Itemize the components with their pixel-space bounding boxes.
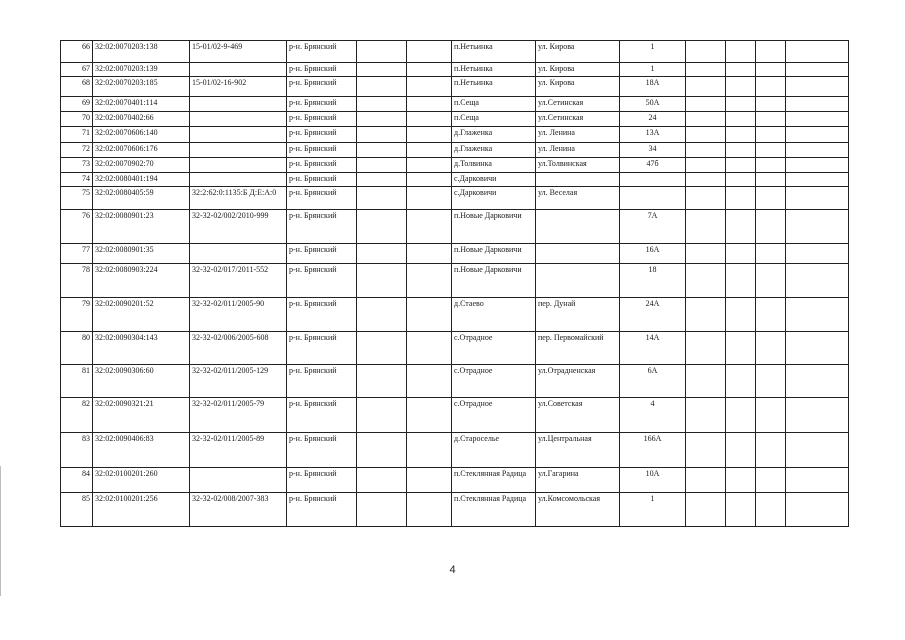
empty-cell — [756, 63, 786, 77]
street — [536, 173, 620, 187]
empty-cell — [726, 187, 756, 210]
empty-cell — [726, 63, 756, 77]
registration-number: 15-01/02-9-469 — [190, 41, 287, 63]
street: ул.Гагарина — [536, 468, 620, 493]
district: р-н. Брянский — [287, 298, 357, 332]
row-number: 66 — [61, 41, 93, 63]
empty-cell — [407, 398, 452, 433]
empty-cell — [726, 433, 756, 468]
row-number: 78 — [61, 264, 93, 298]
registration-number — [190, 158, 287, 173]
empty-cell — [686, 264, 726, 298]
settlement: с.Отрадное — [452, 332, 536, 365]
empty-cell — [726, 468, 756, 493]
cadastral-number: 32:02:0080901:35 — [93, 244, 190, 264]
cadastral-number: 32:02:0070606:140 — [93, 127, 190, 143]
empty-cell — [357, 173, 407, 187]
empty-cell — [726, 264, 756, 298]
empty-cell — [756, 244, 786, 264]
cadastral-number: 32:02:0090306:60 — [93, 365, 190, 398]
table-row — [61, 493, 849, 527]
settlement: д.Глаженка — [452, 143, 536, 158]
empty-cell — [357, 112, 407, 127]
house-number: 1 — [620, 63, 686, 77]
registration-number: 32-32-02/002/2010-999 — [190, 210, 287, 244]
empty-cell — [726, 173, 756, 187]
district: р-н. Брянский — [287, 468, 357, 493]
empty-cell — [786, 264, 849, 298]
empty-cell — [786, 127, 849, 143]
table-row — [61, 143, 849, 158]
settlement: п.Сеща — [452, 97, 536, 112]
street: ул.Отрадненская — [536, 365, 620, 398]
district: р-н. Брянский — [287, 433, 357, 468]
cadastral-number: 32:02:0090201:52 — [93, 298, 190, 332]
empty-cell — [686, 187, 726, 210]
empty-cell — [357, 158, 407, 173]
empty-cell — [726, 493, 756, 527]
street: ул. Кирова — [536, 63, 620, 77]
empty-cell — [357, 493, 407, 527]
cadastral-number: 32:02:0070203:185 — [93, 77, 190, 97]
empty-cell — [407, 244, 452, 264]
empty-cell — [686, 63, 726, 77]
street: ул.Центральная — [536, 433, 620, 468]
street — [536, 210, 620, 244]
table-row — [61, 127, 849, 143]
table-row — [61, 97, 849, 112]
table-row — [61, 112, 849, 127]
table-row — [61, 210, 849, 244]
house-number: 16А — [620, 244, 686, 264]
registration-number: 32-32-02/017/2011-552 — [190, 264, 287, 298]
settlement: п.Новые Дарковичи — [452, 210, 536, 244]
row-number: 69 — [61, 97, 93, 112]
empty-cell — [726, 398, 756, 433]
cadastral-number: 32:02:0070203:138 — [93, 41, 190, 63]
house-number: 18А — [620, 77, 686, 97]
cadastral-number: 32:02:0070203:139 — [93, 63, 190, 77]
empty-cell — [756, 77, 786, 97]
settlement: п.Нетьинка — [452, 41, 536, 63]
district: р-н. Брянский — [287, 97, 357, 112]
street: ул. Ленина — [536, 127, 620, 143]
registration-number — [190, 173, 287, 187]
empty-cell — [726, 77, 756, 97]
registration-number: 32-32-02/011/2005-129 — [190, 365, 287, 398]
street: ул. Ленина — [536, 143, 620, 158]
empty-cell — [357, 143, 407, 158]
district: р-н. Брянский — [287, 173, 357, 187]
table-row — [61, 173, 849, 187]
empty-cell — [726, 127, 756, 143]
empty-cell — [686, 127, 726, 143]
empty-cell — [726, 97, 756, 112]
row-number: 74 — [61, 173, 93, 187]
row-number: 83 — [61, 433, 93, 468]
empty-cell — [786, 143, 849, 158]
cadastral-number: 32:02:0080401:194 — [93, 173, 190, 187]
registration-number: 32-32-02/011/2005-89 — [190, 433, 287, 468]
registration-number: 32:2:62:0:1135:Б Д:Е:А:0 — [190, 187, 287, 210]
house-number — [620, 173, 686, 187]
row-number: 82 — [61, 398, 93, 433]
district: р-н. Брянский — [287, 41, 357, 63]
empty-cell — [686, 332, 726, 365]
empty-cell — [407, 77, 452, 97]
empty-cell — [786, 41, 849, 63]
empty-cell — [407, 332, 452, 365]
empty-cell — [756, 493, 786, 527]
row-number: 72 — [61, 143, 93, 158]
empty-cell — [407, 493, 452, 527]
street — [536, 244, 620, 264]
settlement: с.Дарковичи — [452, 173, 536, 187]
district: р-н. Брянский — [287, 398, 357, 433]
district: р-н. Брянский — [287, 158, 357, 173]
street: ул.Сетинская — [536, 97, 620, 112]
settlement: д.Толвинка — [452, 158, 536, 173]
empty-cell — [686, 158, 726, 173]
empty-cell — [686, 97, 726, 112]
empty-cell — [756, 187, 786, 210]
table-row — [61, 332, 849, 365]
empty-cell — [756, 173, 786, 187]
empty-cell — [756, 112, 786, 127]
empty-cell — [407, 298, 452, 332]
empty-cell — [726, 41, 756, 63]
empty-cell — [357, 332, 407, 365]
empty-cell — [407, 158, 452, 173]
house-number: 14А — [620, 332, 686, 365]
settlement: с.Дарковичи — [452, 187, 536, 210]
empty-cell — [786, 77, 849, 97]
empty-cell — [756, 298, 786, 332]
empty-cell — [686, 143, 726, 158]
empty-cell — [726, 298, 756, 332]
empty-cell — [786, 433, 849, 468]
settlement: д.Стаево — [452, 298, 536, 332]
street: ул. Веселая — [536, 187, 620, 210]
row-number: 71 — [61, 127, 93, 143]
table-row — [61, 398, 849, 433]
empty-cell — [786, 468, 849, 493]
page-number: 4 — [449, 564, 456, 576]
house-number: 6А — [620, 365, 686, 398]
cadastral-number: 32:02:0090406:83 — [93, 433, 190, 468]
table-row — [61, 244, 849, 264]
empty-cell — [756, 143, 786, 158]
empty-cell — [726, 143, 756, 158]
district: р-н. Брянский — [287, 77, 357, 97]
row-number: 84 — [61, 468, 93, 493]
registration-number — [190, 112, 287, 127]
empty-cell — [407, 187, 452, 210]
empty-cell — [726, 210, 756, 244]
registration-number: 15-01/02-16-902 — [190, 77, 287, 97]
empty-cell — [357, 365, 407, 398]
empty-cell — [357, 298, 407, 332]
table-row — [61, 264, 849, 298]
registration-number — [190, 63, 287, 77]
house-number: 13А — [620, 127, 686, 143]
row-number: 68 — [61, 77, 93, 97]
house-number: 34 — [620, 143, 686, 158]
empty-cell — [357, 398, 407, 433]
empty-cell — [756, 127, 786, 143]
empty-cell — [686, 112, 726, 127]
registration-number: 32-32-02/011/2005-79 — [190, 398, 287, 433]
registration-number: 32-32-02/011/2005-90 — [190, 298, 287, 332]
empty-cell — [357, 97, 407, 112]
empty-cell — [686, 244, 726, 264]
house-number: 24 — [620, 112, 686, 127]
empty-cell — [357, 433, 407, 468]
empty-cell — [407, 112, 452, 127]
district: р-н. Брянский — [287, 143, 357, 158]
empty-cell — [786, 398, 849, 433]
cadastral-number: 32:02:0080903:224 — [93, 264, 190, 298]
empty-cell — [756, 264, 786, 298]
street: ул.Толвинская — [536, 158, 620, 173]
house-number: 47б — [620, 158, 686, 173]
settlement: с.Отрадное — [452, 365, 536, 398]
row-number: 75 — [61, 187, 93, 210]
empty-cell — [686, 365, 726, 398]
empty-cell — [756, 158, 786, 173]
cadastral-number: 32:02:0070606:176 — [93, 143, 190, 158]
empty-cell — [357, 187, 407, 210]
settlement: п.Стеклянная Радица — [452, 493, 536, 527]
street — [536, 264, 620, 298]
table-row — [61, 365, 849, 398]
empty-cell — [726, 365, 756, 398]
row-number: 81 — [61, 365, 93, 398]
empty-cell — [786, 112, 849, 127]
empty-cell — [786, 332, 849, 365]
table-row — [61, 468, 849, 493]
empty-cell — [407, 433, 452, 468]
empty-cell — [407, 173, 452, 187]
empty-cell — [686, 173, 726, 187]
property-register-table — [60, 40, 849, 527]
district: р-н. Брянский — [287, 264, 357, 298]
empty-cell — [786, 244, 849, 264]
empty-cell — [686, 493, 726, 527]
registration-number — [190, 244, 287, 264]
empty-cell — [407, 264, 452, 298]
empty-cell — [756, 365, 786, 398]
district: р-н. Брянский — [287, 63, 357, 77]
empty-cell — [786, 493, 849, 527]
empty-cell — [407, 127, 452, 143]
cadastral-number: 32:02:0070902:70 — [93, 158, 190, 173]
empty-cell — [786, 365, 849, 398]
table-row — [61, 41, 849, 63]
empty-cell — [357, 127, 407, 143]
empty-cell — [786, 63, 849, 77]
street: ул. Кирова — [536, 77, 620, 97]
empty-cell — [407, 41, 452, 63]
district: р-н. Брянский — [287, 127, 357, 143]
cadastral-number: 32:02:0090321:21 — [93, 398, 190, 433]
registration-number — [190, 468, 287, 493]
district: р-н. Брянский — [287, 365, 357, 398]
district: р-н. Брянский — [287, 112, 357, 127]
empty-cell — [686, 433, 726, 468]
row-number: 76 — [61, 210, 93, 244]
empty-cell — [786, 298, 849, 332]
empty-cell — [756, 398, 786, 433]
registration-number: 32-32-02/006/2005-608 — [190, 332, 287, 365]
empty-cell — [407, 210, 452, 244]
settlement: п.Новые Дарковичи — [452, 244, 536, 264]
row-number: 80 — [61, 332, 93, 365]
empty-cell — [756, 433, 786, 468]
settlement: с.Отрадное — [452, 398, 536, 433]
house-number — [620, 187, 686, 210]
cadastral-number: 32:02:0100201:256 — [93, 493, 190, 527]
empty-cell — [726, 112, 756, 127]
table-row — [61, 77, 849, 97]
empty-cell — [407, 97, 452, 112]
house-number: 1 — [620, 41, 686, 63]
registration-number — [190, 97, 287, 112]
registration-number — [190, 143, 287, 158]
empty-cell — [786, 187, 849, 210]
table-row — [61, 158, 849, 173]
house-number: 50А — [620, 97, 686, 112]
district: р-н. Брянский — [287, 332, 357, 365]
empty-cell — [756, 332, 786, 365]
street: ул. Кирова — [536, 41, 620, 63]
empty-cell — [756, 468, 786, 493]
empty-cell — [357, 210, 407, 244]
street: пер. Первомайский — [536, 332, 620, 365]
house-number: 24А — [620, 298, 686, 332]
row-number: 73 — [61, 158, 93, 173]
district: р-н. Брянский — [287, 244, 357, 264]
table-row — [61, 187, 849, 210]
empty-cell — [357, 244, 407, 264]
empty-cell — [726, 244, 756, 264]
empty-cell — [407, 365, 452, 398]
street: ул.Сетинская — [536, 112, 620, 127]
empty-cell — [756, 41, 786, 63]
street: ул.Комсомольская — [536, 493, 620, 527]
table-row — [61, 433, 849, 468]
settlement: п.Стеклянная Радица — [452, 468, 536, 493]
district: р-н. Брянский — [287, 187, 357, 210]
empty-cell — [357, 63, 407, 77]
empty-cell — [686, 210, 726, 244]
cadastral-number: 32:02:0070401:114 — [93, 97, 190, 112]
empty-cell — [686, 468, 726, 493]
house-number: 7А — [620, 210, 686, 244]
cadastral-number: 32:02:0100201:260 — [93, 468, 190, 493]
empty-cell — [357, 264, 407, 298]
cadastral-number: 32:02:0080405:59 — [93, 187, 190, 210]
cadastral-number: 32:02:0090304:143 — [93, 332, 190, 365]
house-number: 10А — [620, 468, 686, 493]
empty-cell — [407, 468, 452, 493]
empty-cell — [357, 468, 407, 493]
row-number: 77 — [61, 244, 93, 264]
table-body — [61, 41, 849, 527]
row-number: 79 — [61, 298, 93, 332]
settlement: п.Сеща — [452, 112, 536, 127]
settlement: п.Нетьинка — [452, 77, 536, 97]
margin-line — [0, 466, 1, 596]
empty-cell — [756, 97, 786, 112]
empty-cell — [786, 158, 849, 173]
empty-cell — [686, 41, 726, 63]
empty-cell — [726, 332, 756, 365]
table-row — [61, 63, 849, 77]
empty-cell — [686, 298, 726, 332]
empty-cell — [686, 398, 726, 433]
empty-cell — [786, 210, 849, 244]
row-number: 70 — [61, 112, 93, 127]
cadastral-number: 32:02:0080901:23 — [93, 210, 190, 244]
empty-cell — [726, 158, 756, 173]
empty-cell — [756, 210, 786, 244]
registration-number: 32-32-02/008/2007-383 — [190, 493, 287, 527]
empty-cell — [407, 63, 452, 77]
empty-cell — [786, 97, 849, 112]
house-number: 166А — [620, 433, 686, 468]
empty-cell — [357, 77, 407, 97]
house-number: 1 — [620, 493, 686, 527]
empty-cell — [407, 143, 452, 158]
table-row — [61, 298, 849, 332]
settlement: д.Староселье — [452, 433, 536, 468]
district: р-н. Брянский — [287, 493, 357, 527]
house-number: 4 — [620, 398, 686, 433]
cadastral-number: 32:02:0070402:66 — [93, 112, 190, 127]
empty-cell — [357, 41, 407, 63]
settlement: п.Нетьинка — [452, 63, 536, 77]
empty-cell — [686, 77, 726, 97]
registration-number — [190, 127, 287, 143]
settlement: д.Глаженка — [452, 127, 536, 143]
street: ул.Советская — [536, 398, 620, 433]
row-number: 67 — [61, 63, 93, 77]
row-number: 85 — [61, 493, 93, 527]
settlement: п.Новые Дарковичи — [452, 264, 536, 298]
district: р-н. Брянский — [287, 210, 357, 244]
street: пер. Дунай — [536, 298, 620, 332]
house-number: 18 — [620, 264, 686, 298]
empty-cell — [786, 173, 849, 187]
